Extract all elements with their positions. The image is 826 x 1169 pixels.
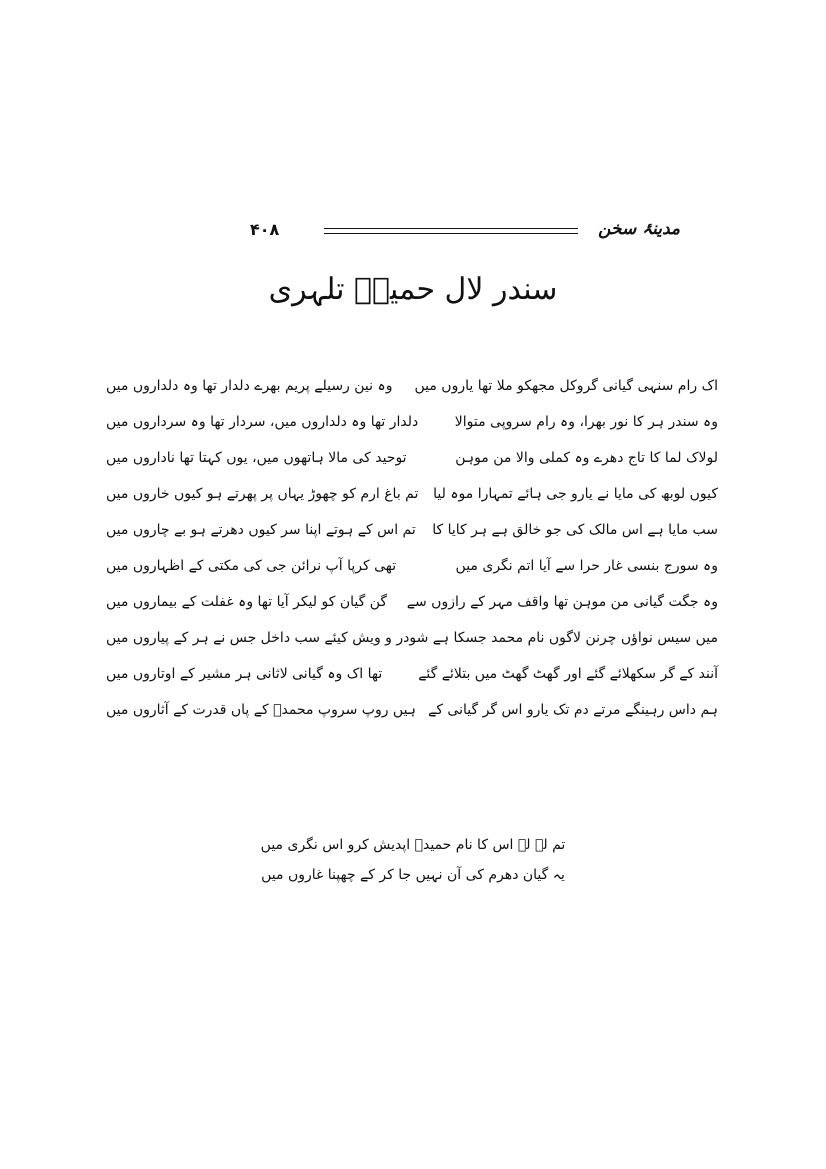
verse-second-hemistich: تھا اک وہ گیانی لاثانی ہر مشیر کے اوتاروں میں <box>106 666 383 682</box>
journal-title: مدینۂ سخن <box>598 219 680 239</box>
verse-second-hemistich: شودر و ویش کیئے سب داخل جس نے ہر کے پیاروں میں <box>106 630 429 646</box>
verse-second-hemistich: تم باغ ارم کو چھوڑ یہاں پر پھرتے ہو کیوں خاروں میں <box>106 486 419 502</box>
verse-line <box>106 486 718 522</box>
verse-line <box>106 630 718 666</box>
verse-first-hemistich: آنند کے گر سکھلائے گئے اور گھٹ گھٹ میں بتلائے گئے <box>418 666 718 682</box>
verse-first-hemistich: وہ سندر ہر کا نور بھرا، وہ رام سروپی متوالا <box>454 414 718 430</box>
verse-second-hemistich: ہیں روپ سروپ محمدؐ کے پاں قدرت کے آثاروں میں <box>106 702 417 718</box>
header-double-rule <box>324 228 578 234</box>
verse-first-hemistich: ہم داس رہینگے مرتے دم تک یارو اس گر گیانی کے <box>428 702 718 718</box>
verse-line <box>106 594 718 630</box>
verse-second-hemistich: تھی کرپا آپ نرائن جی کی مکتی کے اظہاروں میں <box>106 558 397 574</box>
verse-first-hemistich: وہ جگت گیانی من موہن تھا واقف مہر کے رازوں سے <box>406 594 718 610</box>
page-number: ۴۰۸ <box>250 220 280 239</box>
verse-second-hemistich: وہ نین رسیلے پریم بھرے دلدار تھا وہ دلداروں میں <box>106 378 393 394</box>
verse-line <box>106 702 718 738</box>
poem-title: سندر لال حمیدؔ تلہری <box>268 272 558 307</box>
verse-list <box>106 378 718 738</box>
verse-line <box>106 414 718 450</box>
verse-first-hemistich: وہ سورج بنسی غار حرا سے آیا اتم نگری میں <box>455 558 718 574</box>
verse-first-hemistich: اک رام سنہی گیانی گروکل مجھکو ملا تھا یاروں میں <box>414 378 718 394</box>
closing-line: یہ گیان دھرم کی آن نہیں جا کر کے چھپنا غاروں میں <box>261 867 565 883</box>
verse-line <box>106 378 718 414</box>
verse-second-hemistich: گن گیان کو لیکر آیا تھا وہ غفلت کے بیماروں میں <box>106 594 388 610</box>
verse-line <box>106 558 718 594</box>
verse-first-hemistich: میں سیس نواؤں چرنن لاگوں نام محمد جسکا ہے <box>432 630 718 646</box>
verse-second-hemistich: تم اس کے ہوتے اپنا سر کیوں دھرتے ہو بے چاروں میں <box>106 522 416 538</box>
verse-first-hemistich: کیوں لوبھ کی مایا نے یارو جی ہائے تمہارا موہ لیا <box>433 486 718 502</box>
verse-first-hemistich: لولاک لما کا تاج دھرے وہ کملی والا من موہن <box>455 450 718 466</box>
verse-line <box>106 666 718 702</box>
verse-second-hemistich: دلدار تھا وہ دلداروں میں، سردار تھا وہ سرداروں میں <box>106 414 419 430</box>
verse-second-hemistich: توحید کی مالا ہاتھوں میں، یوں کہتا تھا ناداروں میں <box>106 450 407 466</box>
verse-first-hemistich: سب مایا ہے اس مالک کی جو خالق ہے ہر کایا کا <box>432 522 718 538</box>
verse-line <box>106 522 718 558</box>
closing-couplet <box>0 830 826 890</box>
closing-line: تم لے لے اس کا نام حمیدؔ اپدیش کرو اس نگری میں <box>260 837 566 853</box>
running-header <box>250 218 680 248</box>
verse-line <box>106 450 718 486</box>
